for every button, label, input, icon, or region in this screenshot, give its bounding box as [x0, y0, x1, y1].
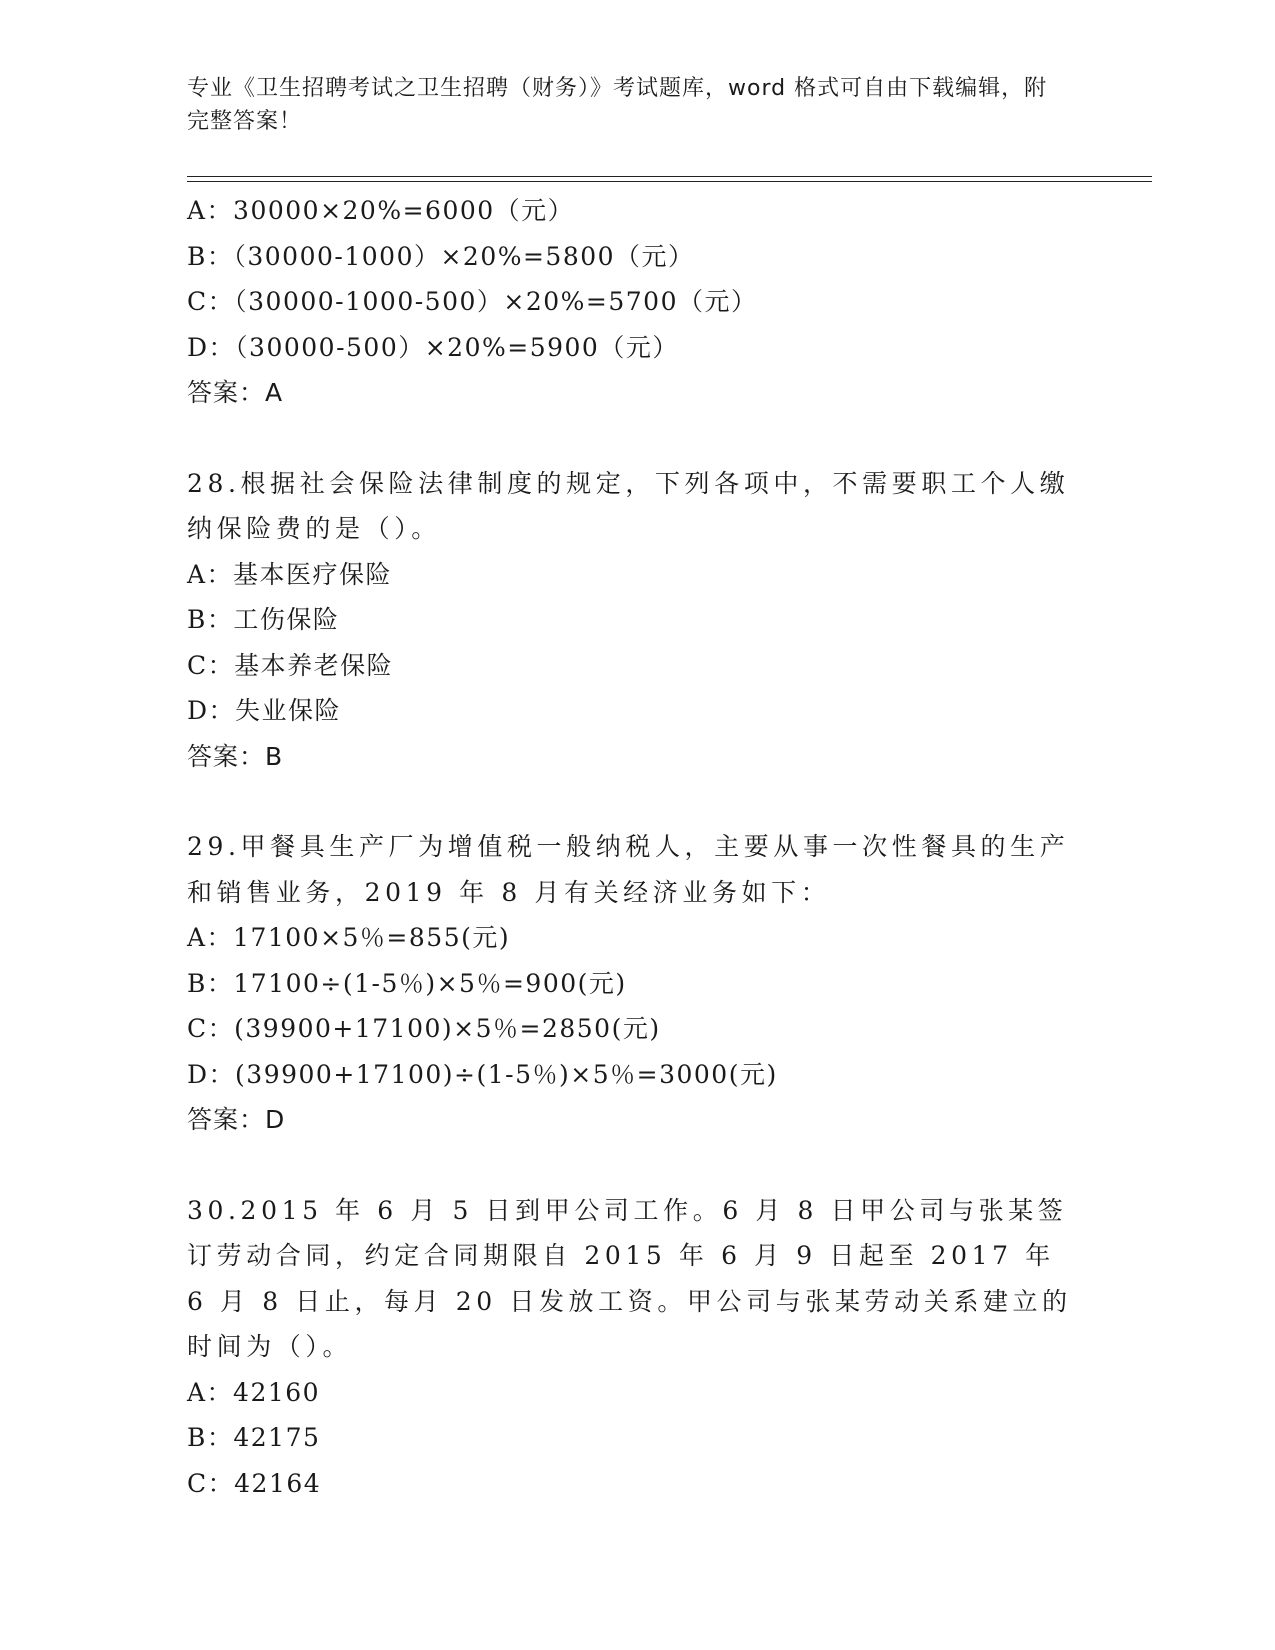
question-27: [187, 188, 1087, 416]
question-text: 29.甲餐具生产厂为增值税一般纳税人，主要从事一次性餐具的生产和销售业务，2019 年 8 月有关经济业务如下：: [187, 832, 1070, 907]
option-c: C：（30000-1000-500）×20%=5700（元）: [187, 287, 758, 316]
header-divider-top: [187, 176, 1152, 177]
option-a: A：30000×20%=6000（元）: [187, 196, 575, 225]
option-d: D：（30000-500）×20%=5900（元）: [187, 332, 679, 362]
question-28: [187, 461, 1087, 780]
option-a: A：基本医疗保险: [187, 559, 393, 589]
question-29: [187, 824, 1087, 1143]
question-text: 28.根据社会保险法律制度的规定，下列各项中，不需要职工个人缴纳保险费的是（）。: [187, 468, 1070, 543]
option-b: B：17100÷(1-5％)×5％=900(元): [187, 968, 627, 998]
option-a: A：17100×5％=855(元): [187, 923, 511, 952]
answer: 答案：B: [187, 741, 284, 771]
option-c: C：基本养老保险: [187, 650, 394, 680]
option-b: B：（30000-1000）×20%=5800（元）: [187, 241, 695, 271]
question-list: [187, 188, 1087, 1506]
option-b: B：42175: [187, 1423, 321, 1452]
option-c: C：42164: [187, 1468, 322, 1498]
question-text: 30.2015 年 6 月 5 日到甲公司工作。6 月 8 日甲公司与张某签订劳动合同，约定合同期限自 2015 年 6 月 9 日起至 2017 年 6 月 8 日止，每月 20 日发放工资。甲公司与张某劳动关系建立的时间为（）。: [187, 1195, 1072, 1361]
option-b: B：工伤保险: [187, 605, 340, 634]
answer: 答案：A: [187, 378, 284, 407]
spacer: [187, 1143, 1087, 1188]
spacer: [187, 416, 1087, 461]
answer: 答案：D: [187, 1105, 286, 1134]
question-30: [187, 1188, 1087, 1507]
option-d: D：(39900+17100)÷(1-5％)×5％=3000(元): [187, 1059, 778, 1089]
document-header: 专业《卫生招聘考试之卫生招聘（财务）》考试题库，word 格式可自由下载编辑，附完整答案！: [187, 76, 1048, 134]
spacer: [187, 779, 1087, 824]
option-d: D：失业保险: [187, 696, 342, 725]
option-c: C：(39900+17100)×5％=2850(元): [187, 1014, 661, 1043]
header-divider-bottom: [187, 181, 1152, 182]
option-a: A：42160: [187, 1377, 321, 1407]
